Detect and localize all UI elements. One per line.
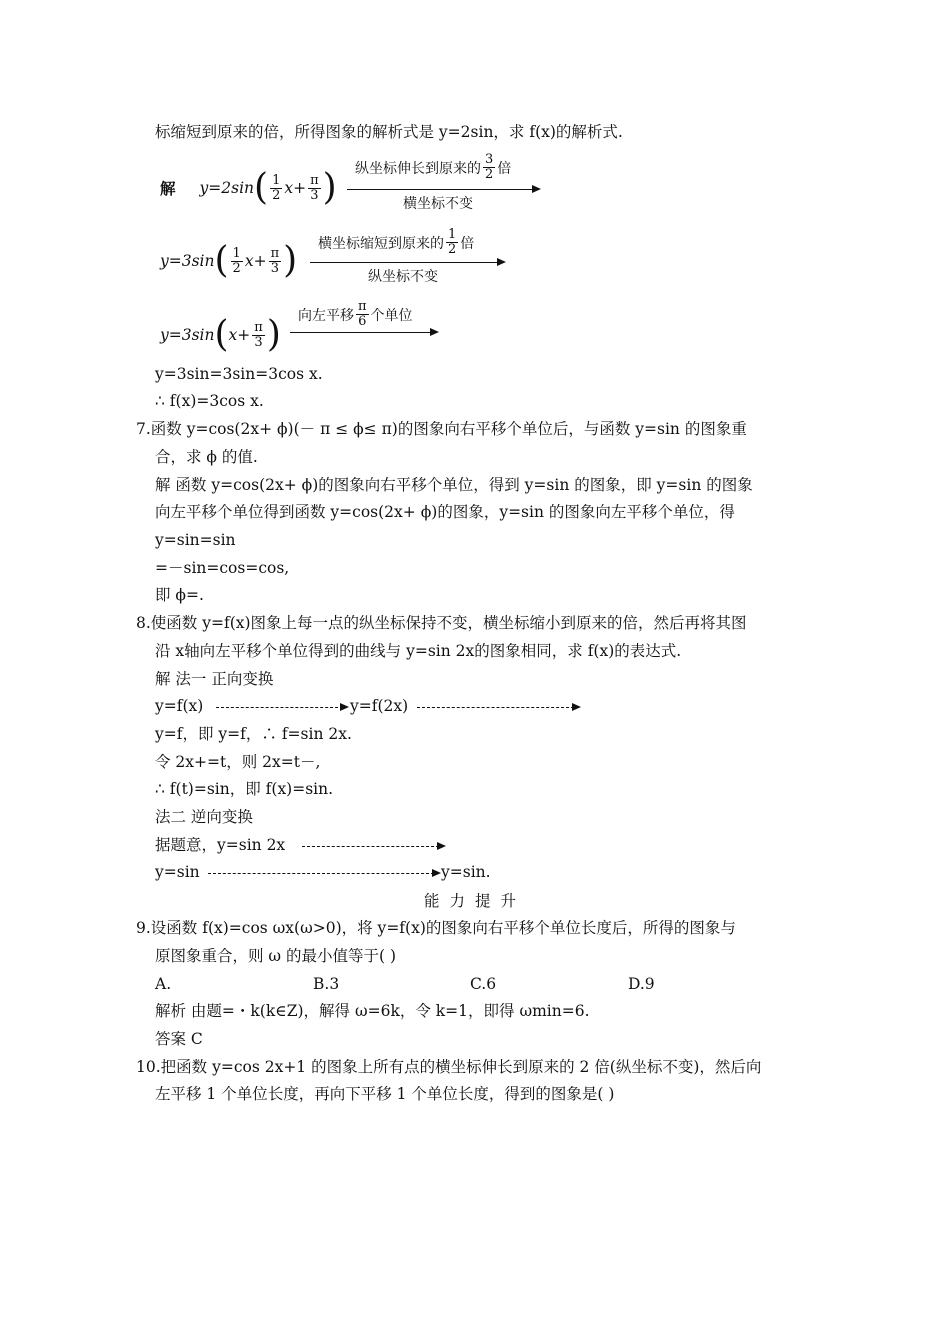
formula-term: x+ xyxy=(244,252,267,270)
arrowhead xyxy=(340,703,349,711)
solution-label: 解 xyxy=(160,179,176,198)
text-line: 左平移 1 个单位长度，再向下平移 1 个单位长度，得到的图象是( ) xyxy=(155,1085,615,1103)
dashed-arrow xyxy=(216,707,343,708)
text-line: y=sin=sin xyxy=(155,531,236,549)
option-c: C.6 xyxy=(470,975,497,993)
text-line: 解析 由题=・k(k∈Z)，解得 ω=6k，令 k=1，即得 ωmin=6. xyxy=(155,1002,590,1020)
formula-row-2: y=3sin ( $\frac{1}{2}$ x+ $\frac{\pi}{3}$ ) xyxy=(160,240,298,281)
arrowhead xyxy=(572,703,581,711)
section-heading: 能力提升 xyxy=(423,892,526,910)
transform-arrow xyxy=(310,262,498,263)
fraction: $\frac{\pi}{3}$ xyxy=(254,319,263,350)
formula-term: x+ xyxy=(284,179,307,197)
text-line: ∴ f(t)=sin，即 f(x)=sin. xyxy=(155,780,334,798)
fraction: $\frac{1}{2}$ xyxy=(272,172,281,203)
dashed-arrow xyxy=(302,846,439,847)
arrow-label-top: 向左平移 $\frac{\pi}{6}$ 个单位 xyxy=(298,299,413,329)
question-10: 10.把函数 y=cos 2x+1 的图象上所有点的横坐标伸长到原来的 2 倍(纵坐标不变)，然后向 xyxy=(136,1058,762,1076)
arrowhead xyxy=(432,869,441,877)
text-line: 合，求 ϕ 的值. xyxy=(155,448,258,466)
text-line: ∴ f(x)=3cos x. xyxy=(155,392,264,410)
text-line: 向左平移个单位得到函数 y=cos(2x+ ϕ)的图象，y=sin 的图象向左平移个单位，得 xyxy=(155,503,735,521)
answer-line: 答案 C xyxy=(155,1030,203,1048)
arrow-label-bottom: 纵坐标不变 xyxy=(368,269,438,285)
text-line: 即 ϕ=. xyxy=(155,586,204,604)
text-line: 原图象重合，则 ω 的最小值等于( ) xyxy=(155,947,397,965)
arrow-label-top: 横坐标缩短到原来的 $\frac{1}{2}$ 倍 xyxy=(318,227,475,257)
question-7: 7.函数 y=cos(2x+ ϕ)(－ π ≤ ϕ≤ π)的图象向右平移个单位后，与函数 y=sin 的图象重 xyxy=(136,420,747,438)
dashed-arrow xyxy=(417,707,574,708)
formula-term: x+ xyxy=(228,326,251,344)
option-a: A. xyxy=(155,975,172,993)
text-line: y=sin xyxy=(155,863,200,881)
formula-lhs: y=2sin xyxy=(199,179,255,197)
question-9: 9.设函数 f(x)=cos ωx(ω>0)，将 y=f(x)的图象向右平移个单位长度后，所得的图象与 xyxy=(136,919,736,937)
question-8: 8.使函数 y=f(x)图象上每一点的纵坐标保持不变，横坐标缩小到原来的倍，然后再将其图 xyxy=(136,614,747,632)
text-line: 解 法一 正向变换 xyxy=(155,670,274,688)
formula-lhs: y=3sin xyxy=(160,252,215,270)
text-line: y=f(x) xyxy=(155,697,204,715)
arrowhead xyxy=(532,185,541,193)
text-line: y=sin. xyxy=(441,863,491,881)
text-line: 法二 逆向变换 xyxy=(155,808,253,826)
option-d: D.9 xyxy=(628,975,655,993)
fraction: $\frac{\pi}{3}$ xyxy=(310,172,319,203)
arrowhead xyxy=(437,842,446,850)
text-line: y=f(2x) xyxy=(350,697,409,715)
text-line: y=3sin=3sin=3cos x. xyxy=(155,365,323,383)
transform-arrow xyxy=(290,332,430,333)
formula-row-1: 解 y=2sin ( $\frac{1}{2}$ x+ $\frac{\pi}{3}$ ) xyxy=(160,167,337,208)
option-b: B.3 xyxy=(313,975,340,993)
formula-lhs: y=3sin xyxy=(160,326,215,344)
formula-row-3: y=3sin ( x+ $\frac{\pi}{3}$ ) xyxy=(160,314,281,355)
arrow-label-top: 纵坐标伸长到原来的 $\frac{3}{2}$ 倍 xyxy=(355,152,512,182)
text-line: 解 函数 y=cos(2x+ ϕ)的图象向右平移个单位，得到 y=sin 的图象，即 y=sin 的图象 xyxy=(155,476,753,494)
dashed-arrow xyxy=(208,873,434,874)
text-line: =－sin=cos=cos, xyxy=(155,559,290,577)
arrowhead xyxy=(497,258,506,266)
text-line: 标缩短到原来的倍，所得图象的解析式是 y=2sin，求 f(x)的解析式. xyxy=(155,123,623,141)
text-line: 沿 x轴向左平移个单位得到的曲线与 y=sin 2x的图象相同，求 f(x)的表达式. xyxy=(155,642,682,660)
transform-arrow xyxy=(347,189,532,190)
text-line: 据题意，y=sin 2x xyxy=(155,836,286,854)
text-line: y=f，即 y=f，∴ f=sin 2x. xyxy=(155,725,352,743)
arrow-label-bottom: 横坐标不变 xyxy=(403,196,473,212)
text-line: 令 2x+=t，则 2x=t－, xyxy=(155,753,321,771)
fraction: $\frac{\pi}{3}$ xyxy=(270,245,280,276)
fraction: $\frac{1}{2}$ xyxy=(232,245,241,276)
arrowhead xyxy=(430,328,439,336)
